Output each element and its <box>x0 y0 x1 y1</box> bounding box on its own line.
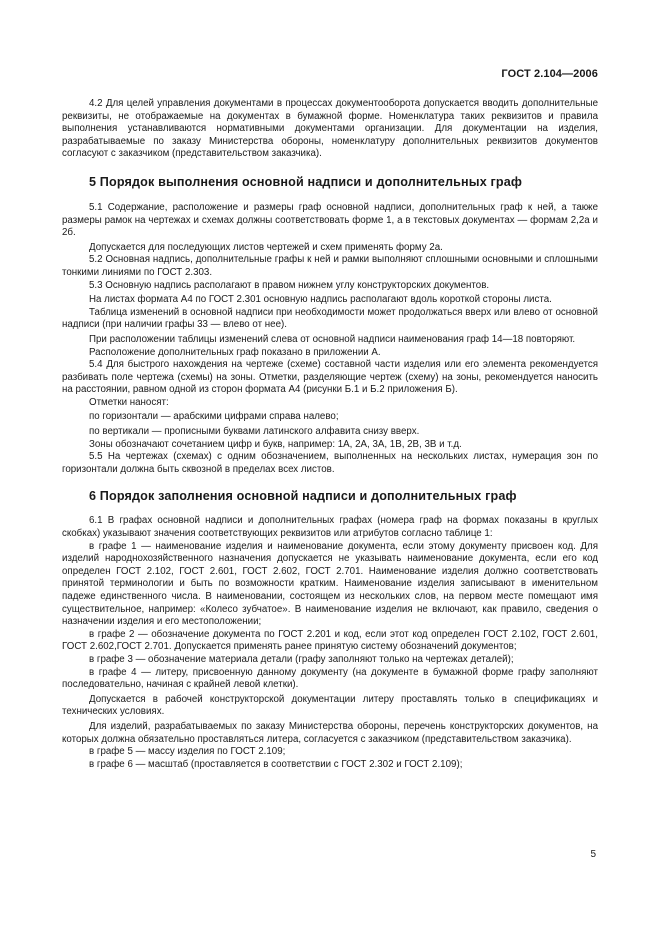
paragraph: по горизонтали — арабскими цифрами справа налево; <box>89 411 339 423</box>
paragraph-4-2: 4.2 Для целей управления документами в процессах документооборота допускается вводить дополнительные реквизиты, не отображаемые на документах в бумажной форме. Номенклатура таких реквизитов и правила выполнения устанавливаются нормативными документами организации. Для документации на изделия, разрабатываемые по заказу Министерства обороны, номенклатуру дополнительных реквизитов документов согласуют с заказчиком (представительством заказчика). <box>62 98 598 160</box>
paragraph: Отметки наносят: <box>89 396 169 408</box>
paragraph: в графе 5 — массу изделия по ГОСТ 2.109; <box>89 746 286 758</box>
paragraph: 5.5 На чертежах (схемах) с одним обозначением, выполненных на нескольких листах, нумерация зон по горизонтали должна быть сквозной в пределах всех листов. <box>62 451 598 475</box>
section-6-heading: 6 Порядок заполнения основной надписи и дополнительных граф <box>89 489 517 504</box>
document-body <box>62 98 598 771</box>
paragraph: в графе 3 — обозначение материала детали (графу заполняют только на чертежах деталей); <box>89 653 514 665</box>
section-5-heading: 5 Порядок выполнения основной надписи и дополнительных граф <box>89 174 523 189</box>
paragraph: На листах формата А4 по ГОСТ 2.301 основную надпись располагают вдоль короткой стороны листа. <box>89 294 552 306</box>
paragraph: в графе 6 — масштаб (проставляется в соответствии с ГОСТ 2.302 и ГОСТ 2.109); <box>89 758 463 770</box>
paragraph: Для изделий, разрабатываемых по заказу Министерства обороны, перечень конструкторских документов, на которых должна обязательно проставляться литера, согласуется с заказчиком (представительством заказчика). <box>62 720 598 745</box>
paragraph: Допускается в рабочей конструкторской документации литеру проставлять только в спецификациях и технических условиях. <box>62 693 598 718</box>
paragraph: Расположение дополнительных граф показано в приложении А. <box>89 346 381 358</box>
paragraph: Зоны обозначают сочетанием цифр и букв, например: 1А, 2А, 3А, 1В, 2В, 3В и т.д. <box>89 438 462 450</box>
paragraph: в графе 4 — литеру, присвоенную данному документу (на документе в бумажной форме графу заполняют последовательно, начиная с крайней левой клетки). <box>62 666 598 691</box>
paragraph: по вертикали — прописными буквами латинского алфавита снизу вверх. <box>89 426 420 438</box>
paragraph: 5.2 Основная надпись, дополнительные графы к ней и рамки выполняют сплошными основными и сплошными тонкими линиями по ГОСТ 2.303. <box>62 254 598 278</box>
paragraph: 6.1 В графах основной надписи и дополнительных графах (номера граф на формах показаны в круглых скобках) указывают значения соответствующих реквизитов или атрибутов согласно таблице 1: <box>62 515 598 540</box>
paragraph: в графе 2 — обозначение документа по ГОСТ 2.201 и код, если этот код определен ГОСТ 2.102, ГОСТ 2.601, ГОСТ 2.602,ГОСТ 2.701. Допускается применять ранее принятую систему обозначений документов; <box>62 628 598 653</box>
page-number: 5 <box>590 849 596 860</box>
document-code-header: ГОСТ 2.104—2006 <box>501 68 598 80</box>
paragraph: Допускается для последующих листов чертежей и схем применять форму 2а. <box>89 241 443 253</box>
paragraph: 5.3 Основную надпись располагают в правом нижнем углу конструкторских документов. <box>89 279 490 291</box>
paragraph: Таблица изменений в основной надписи при необходимости может продолжаться вверх или влево от основной надписи (при наличии графы 33 — влево от нее). <box>62 306 598 331</box>
paragraph: При расположении таблицы изменений слева от основной надписи наименования граф 14—18 повторяют. <box>89 333 576 345</box>
paragraph: 5.1 Содержание, расположение и размеры граф основной надписи, дополнительных граф к ней, а также размеры рамок на чертежах и схемах должны соответствовать форме 1, а в текстовых документах — формам 2,2а и 2б. <box>62 201 598 239</box>
paragraph: в графе 1 — наименование изделия и наименование документа, если этому документу присвоен код. Для изделий народнохозяйственного назначения допускается не указывать наименование документа, если его код определен ГОСТ 2.102, ГОСТ 2.601, ГОСТ 2.602, ГОСТ 2.701. Наименование изделия должно соответствовать принятой терминологии и быть по возможности кратким. Наименование изделия записывают в именительном падеже единственного числа. В наименовании, состоящем из нескольких слов, на первом месте помещают имя существительное, например: «Колесо зубчатое». В наименование изделия не включают, как правило, сведения о назначении изделия и его местоположении; <box>62 540 598 628</box>
paragraph: 5.4 Для быстрого нахождения на чертеже (схеме) составной части изделия или его элемента рекомендуется разбивать поле чертежа (схемы) на зоны. Отметки, разделяющие чертеж (схему) на зоны, рекомендуется наносить на расстоянии, равном одной из сторон формата А4 (рисунки Б.1 и Б.2 приложения Б). <box>62 359 598 396</box>
